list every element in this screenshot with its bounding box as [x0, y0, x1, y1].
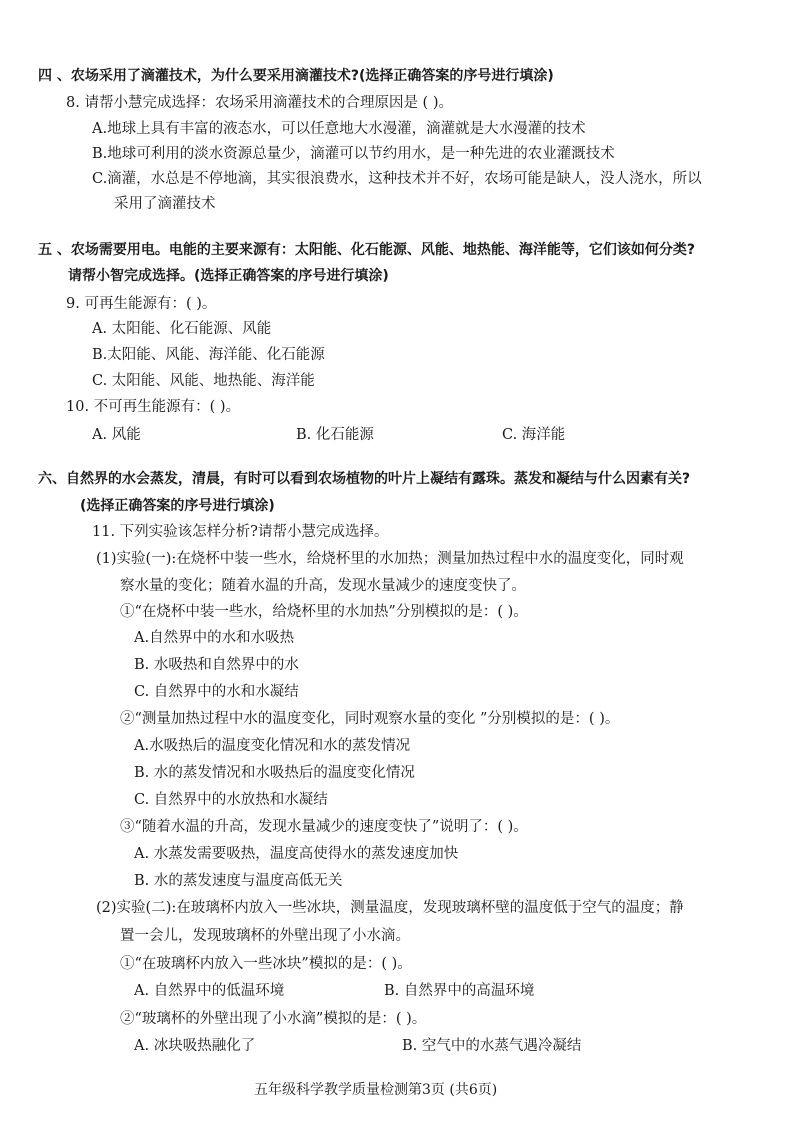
q11-1-3-option-b[interactable]: B. 水的蒸发速度与温度高低无关 [134, 873, 343, 889]
q9-option-a[interactable]: A. 太阳能、化石能源、风能 [92, 321, 272, 337]
q11-2-2-option-a[interactable]: A. 冰块吸热融化了 [134, 1038, 256, 1054]
q11-1-2-option-b[interactable]: B. 水的蒸发情况和水吸热后的温度变化情况 [134, 765, 415, 781]
q11-2-1-option-b[interactable]: B. 自然界中的高温环境 [384, 983, 535, 999]
section-6-heading-continued: (选择正确答案的序号进行填涂) [80, 498, 275, 514]
q11-1-3-stem: ③“随着水温的升高，发现水量减少的速度变快了”说明了：( )。 [120, 819, 528, 835]
q8-option-c[interactable]: C.滴灌，水总是不停地滴，其实很浪费水，这种技术并不好，农场可能是缺人，没人浇水，所以 [92, 171, 702, 187]
q11-1-3-option-a[interactable]: A. 水蒸发需要吸热，温度高使得水的蒸发速度加快 [134, 846, 459, 862]
section-4-heading: 四 、农场采用了滴灌技术，为什么要采用滴灌技术?(选择正确答案的序号进行填涂) [38, 68, 554, 84]
q11-1-1-option-a[interactable]: A.自然界中的水和水吸热 [134, 630, 295, 646]
q8-stem: 8. 请帮小慧完成选择：农场采用滴灌技术的合理原因是 ( )。 [66, 95, 453, 111]
experiment-1-description-continued: 察水量的变化；随着水温的升高，发现水量减少的速度变快了。 [120, 578, 526, 594]
q11-1-2-option-a[interactable]: A.水吸热后的温度变化情况和水的蒸发情况 [134, 738, 411, 754]
q9-stem: 9. 可再生能源有：( )。 [66, 296, 217, 312]
q11-1-2-option-c[interactable]: C. 自然界中的水放热和水凝结 [134, 792, 328, 808]
q10-option-b[interactable]: B. 化石能源 [296, 427, 374, 443]
q11-1-1-option-b[interactable]: B. 水吸热和自然界中的水 [134, 657, 299, 673]
q9-option-b[interactable]: B.太阳能、风能、海洋能、化石能源 [92, 347, 325, 363]
experiment-2-description-continued: 置一会儿，发现玻璃杯的外壁出现了小水滴。 [120, 928, 410, 944]
q10-option-a[interactable]: A. 风能 [92, 427, 141, 443]
q10-stem: 10. 不可再生能源有：( )。 [66, 399, 241, 415]
experiment-1-description: (1)实验(一):在烧杯中装一些水，给烧杯里的水加热；测量加热过程中水的温度变化，同时观 [96, 551, 684, 567]
q11-2-2-option-b[interactable]: B. 空气中的水蒸气遇冷凝结 [402, 1038, 582, 1054]
q9-option-c[interactable]: C. 太阳能、风能、地热能、海洋能 [92, 373, 315, 389]
q8-option-a[interactable]: A.地球上具有丰富的液态水，可以任意地大水漫灌，滴灌就是大水漫灌的技术 [92, 121, 586, 137]
q11-stem: 11. 下列实验该怎样分析?请帮小慧完成选择。 [92, 524, 389, 540]
q8-option-c-continued: 采用了滴灌技术 [114, 196, 216, 212]
experiment-2-description: (2)实验(二):在玻璃杯内放入一些冰块，测量温度，发现玻璃杯壁的温度低于空气的温度；静 [96, 900, 684, 916]
q11-1-2-stem: ②“测量加热过程中水的温度变化，同时观察水量的变化 ”分别模拟的是：( )。 [120, 711, 620, 727]
q11-2-1-option-a[interactable]: A. 自然界中的低温环境 [134, 983, 285, 999]
q11-1-1-option-c[interactable]: C. 自然界中的水和水凝结 [134, 684, 299, 700]
section-5-heading: 五 、农场需要用电。电能的主要来源有：太阳能、化石能源、风能、地热能、海洋能等，它们该如何分类? [38, 242, 695, 258]
section-6-heading: 六、自然界的水会蒸发，清晨，有时可以看到农场植物的叶片上凝结有露珠。蒸发和凝结与什么因素有关? [38, 471, 691, 487]
q11-1-1-stem: ①“在烧杯中装一些水，给烧杯里的水加热”分别模拟的是：( )。 [120, 604, 528, 620]
q11-2-1-stem: ①“在玻璃杯内放入一些冰块”模拟的是：( )。 [120, 956, 412, 972]
q11-2-2-stem: ②“玻璃杯的外壁出现了小水滴”模拟的是：( )。 [120, 1011, 427, 1027]
section-5-heading-continued: 请帮小智完成选择。(选择正确答案的序号进行填涂) [68, 268, 389, 284]
page-footer: 五年级科学教学质量检测第3页 (共6页) [254, 1082, 498, 1098]
q8-option-b[interactable]: B.地球可利用的淡水资源总量少，滴灌可以节约用水，是一种先进的农业灌溉技术 [92, 146, 615, 162]
q10-option-c[interactable]: C. 海洋能 [502, 427, 566, 443]
